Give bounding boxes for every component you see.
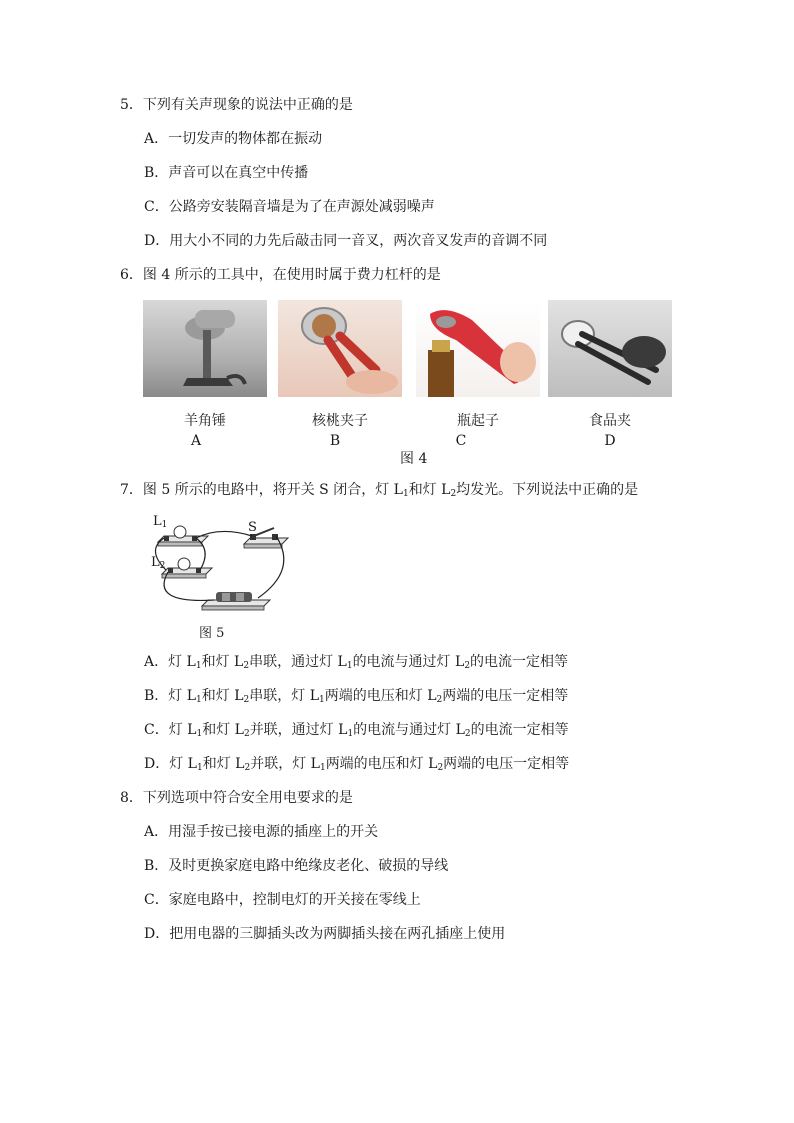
figure-5-label: 图 5 — [199, 626, 225, 641]
tool-b-letter: B — [329, 433, 341, 449]
question-7-option-c: C．灯 $L_1$和灯 $L_2$并联，通过灯 $L_1$的电流与通过灯 $L_2$的电流一定相等 — [144, 722, 569, 739]
question-5-stem: 5．下列有关声现象的说法中正确的是 — [120, 97, 353, 113]
question-8-option-b: B．及时更换家庭电路中绝缘皮老化、破损的导线 — [144, 858, 449, 874]
tool-c-letter: C — [455, 433, 467, 449]
question-7-stem: 7．图 5 所示的电路中，将开关 S 闭合，灯 $L_1$和灯 $L_2$均发光。下列说法中正确的是 — [120, 482, 639, 499]
lamp-l1-label: $L_1$ — [153, 514, 168, 530]
question-5-option-d: D．用大小不同的力先后敲击同一音叉，两次音叉发声的音调不同 — [144, 233, 548, 249]
question-7-option-b: B．灯 $L_1$和灯 $L_2$串联，灯 $L_1$两端的电压和灯 $L_2$两端的电压一定相等 — [144, 688, 569, 705]
question-8-option-d: D．把用电器的三脚插头改为两脚插头接在两孔插座上使用 — [144, 926, 506, 942]
bottle-opener-photo — [416, 300, 540, 397]
question-8-option-c: C．家庭电路中，控制电灯的开关接在零线上 — [144, 892, 421, 908]
claw-hammer-photo — [143, 300, 267, 397]
circuit-diagram — [140, 510, 300, 641]
tool-a-letter: A — [190, 433, 202, 449]
question-6-stem: 6．图 4 所示的工具中，在使用时属于费力杠杆的是 — [120, 267, 441, 283]
question-7-option-d: D．灯 $L_1$和灯 $L_2$并联，灯 $L_1$两端的电压和灯 $L_2$两端的电压一定相等 — [144, 756, 570, 773]
tool-c-caption: 瓶起子 — [457, 413, 499, 429]
tool-b-caption: 核桃夹子 — [312, 413, 368, 429]
nutcracker-photo — [278, 300, 402, 397]
question-7-option-a: A．灯 $L_1$和灯 $L_2$串联，通过灯 $L_1$的电流与通过灯 $L_2$的电流一定相等 — [144, 654, 569, 671]
tool-d-caption: 食品夹 — [589, 413, 631, 429]
question-8-stem: 8．下列选项中符合安全用电要求的是 — [120, 790, 353, 806]
lamp-l2-label: $L_2$ — [151, 555, 166, 571]
question-8-option-a: A．用湿手按已接电源的插座上的开关 — [144, 824, 379, 840]
tool-a-caption: 羊角锤 — [184, 413, 226, 429]
question-5-option-b: B．声音可以在真空中传播 — [144, 165, 309, 181]
switch-s-label: S — [248, 520, 257, 535]
question-5-option-c: C．公路旁安装隔音墙是为了在声源处减弱噪声 — [144, 199, 435, 215]
tool-d-letter: D — [604, 433, 616, 449]
figure-4-label: 图 4 — [400, 451, 428, 467]
food-tongs-photo — [548, 300, 672, 397]
question-5-option-a: A．一切发声的物体都在振动 — [144, 131, 323, 147]
